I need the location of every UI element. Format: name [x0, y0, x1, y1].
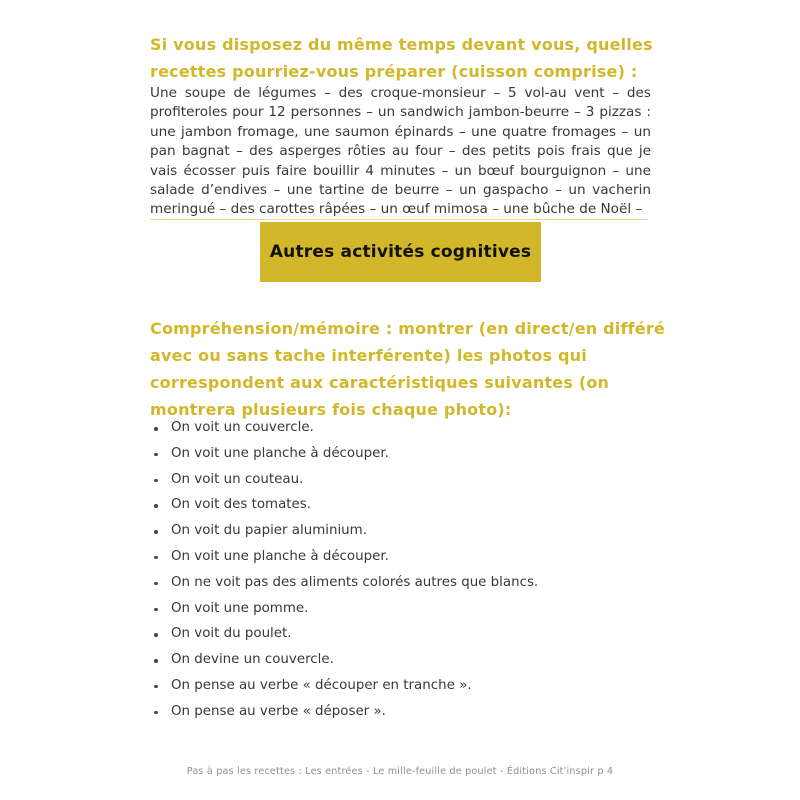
list-item: On voit une planche à découper.: [150, 550, 680, 565]
recipes-paragraph: Une soupe de légumes – des croque-monsieur – 5 vol-au vent – des profiteroles pour 12 personnes – un sandwich jambon-beurre – 3 pizzas : une jambon fromage, une saumon épinards – une quatre fromages – un pan bagnat – des asperges rôties au four – des petits pois frais que je vais écosser puis faire bouillir 4 minutes – un bœuf bourguignon – une salade d’endives – une tartine de beurre – un gaspacho – un vacherin meringué – des carottes râpées – un œuf mimosa – une bûche de Noël –: [150, 85, 651, 218]
section-divider-line: [150, 219, 648, 220]
list-item: On voit une planche à découper.: [150, 447, 680, 462]
photo-criteria-list: [150, 421, 680, 731]
comprehension-heading: Compréhension/mémoire : montrer (en direct/en différé avec ou sans tache interférente) les photos qui correspondent aux caractéristiques suivantes (on montrera plusieurs fois chaque photo):: [150, 319, 665, 419]
list-item: On pense au verbe « découper en tranche ».: [150, 679, 680, 694]
section-banner: [260, 222, 541, 282]
list-item: On voit du papier aluminium.: [150, 524, 680, 539]
list-item: On voit une pomme.: [150, 602, 680, 617]
list-item: On voit un couvercle.: [150, 421, 680, 436]
list-item: On voit des tomates.: [150, 498, 680, 513]
question-heading: Si vous disposez du même temps devant vous, quelles recettes pourriez-vous préparer (cuisson comprise) :: [150, 35, 653, 81]
section-banner-title: Autres activités cognitives: [269, 242, 532, 262]
list-item: On pense au verbe « déposer ».: [150, 705, 680, 720]
list-item: On devine un couvercle.: [150, 653, 680, 668]
list-item: On voit un couteau.: [150, 473, 680, 488]
list-item: On voit du poulet.: [150, 627, 680, 642]
list-item: On ne voit pas des aliments colorés autres que blancs.: [150, 576, 680, 591]
page-footer: Pas à pas les recettes : Les entrées - Le mille-feuille de poulet - Éditions Cit'inspir p 4: [186, 766, 614, 777]
